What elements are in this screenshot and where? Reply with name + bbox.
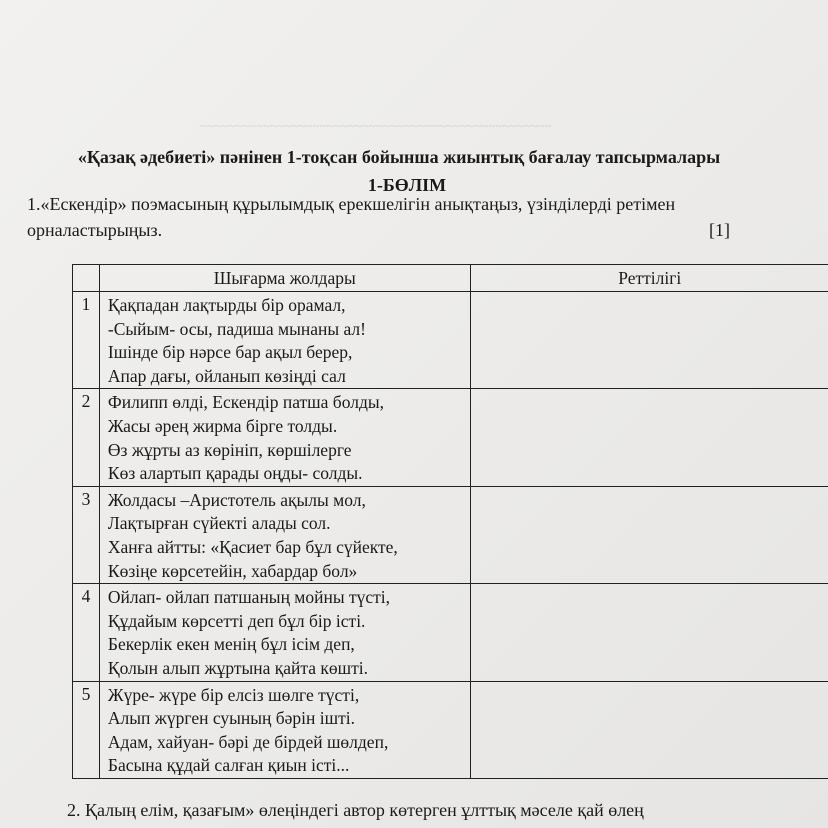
verse-text (100, 584, 470, 680)
row-number: 5 (81, 683, 91, 704)
verse-line: -Сыйым- осы, падиша мынаны ал! (107, 318, 366, 339)
order-answer-cell[interactable] (470, 681, 828, 778)
verse-text (100, 682, 470, 778)
verse-line: Бекерлік екен менің бұл ісім деп, (107, 634, 355, 655)
table-header-row (73, 265, 828, 292)
verses-table (72, 264, 828, 779)
order-answer-cell[interactable] (470, 486, 828, 583)
verse-line: Құдайым көрсетті деп бұл бір істі. (107, 610, 366, 631)
verse-text (100, 389, 470, 485)
verse-line: Жолдасы –Аристотель ақылы мол, (107, 489, 366, 510)
verse-line: Қолын алып жұртына қайта көшті. (107, 657, 369, 678)
verse-line: Жүре- жүре бір елсіз шөлге түсті, (107, 684, 360, 705)
table-row (73, 681, 828, 778)
verse-line: Адам, хайуан- бәрі де бірдей шөлдеп, (107, 731, 389, 752)
task-1-line-2: орналастырыңыз. (27, 220, 163, 240)
header-order: Реттілігі (470, 265, 828, 292)
verse-line: Филипп өлді, Ескендір патша болды, (107, 392, 384, 413)
verse-line: Лақтырған сүйекті алады сол. (107, 513, 331, 534)
verse-line: Жасы әрең жирма бірге толды. (107, 415, 338, 436)
verse-line: Қақпадан лақтырды бір орамал, (107, 295, 346, 315)
table-row (73, 389, 828, 486)
task-2-instruction: 2. Қалың елім, қазағым» өлеңіндегі автор көтерген ұлттық мәселе қай өлең (67, 800, 644, 820)
verse-line: Ішінде бір нәрсе бар ақыл берер, (107, 342, 353, 363)
verse-line: Басына құдай салған қиын істі... (107, 755, 350, 776)
order-answer-cell[interactable] (470, 292, 828, 389)
row-number: 2 (81, 391, 91, 412)
verse-line: Алып жүрген суының бәрін ішті. (107, 708, 355, 729)
row-number: 1 (81, 294, 91, 314)
order-answer-cell[interactable] (470, 584, 828, 681)
task-1-score: [1] (709, 220, 730, 240)
verse-line: Ханға айтты: «Қасиет бар бұл сүйекте, (107, 536, 398, 557)
task-1-instruction (27, 191, 797, 243)
bleed-through-text: ~~~~~~~~~~~~~~~~~~~~~~~~~~~~~~~~~~~~~~~~~~~~~~~~~~ (200, 119, 552, 134)
verse-line: Ойлап- ойлап патшаның мойны түсті, (107, 587, 391, 608)
section-title: 1-БӨЛІМ (367, 175, 447, 195)
verse-line: Апар дағы, ойланып көзіңді сал (107, 365, 346, 386)
table-row (73, 584, 828, 681)
verse-line: Көзіңе көрсетейін, хабардар бол» (107, 560, 358, 581)
row-number: 3 (81, 488, 91, 509)
verse-text (100, 292, 470, 388)
table-row (73, 486, 828, 583)
header-number-cell (73, 265, 100, 292)
verse-line: Өз жұрты аз көрініп, көршілерге (107, 439, 352, 460)
row-number: 4 (81, 586, 91, 607)
verse-text (100, 487, 470, 583)
task-1-line-1: 1.«Ескендір» поэмасының құрылымдық ерекшелігін анықтаңыз, үзінділерді ретімен (27, 194, 676, 214)
page-title: «Қазақ әдебиеті» пәнінен 1-тоқсан бойынша жиынтық бағалау тапсырмалары (77, 147, 721, 167)
table-row (73, 292, 828, 389)
order-answer-cell[interactable] (470, 389, 828, 486)
verse-line: Көз алартып қарады оңды- солды. (107, 463, 363, 484)
header-verse-lines: Шығарма жолдары (99, 265, 470, 292)
